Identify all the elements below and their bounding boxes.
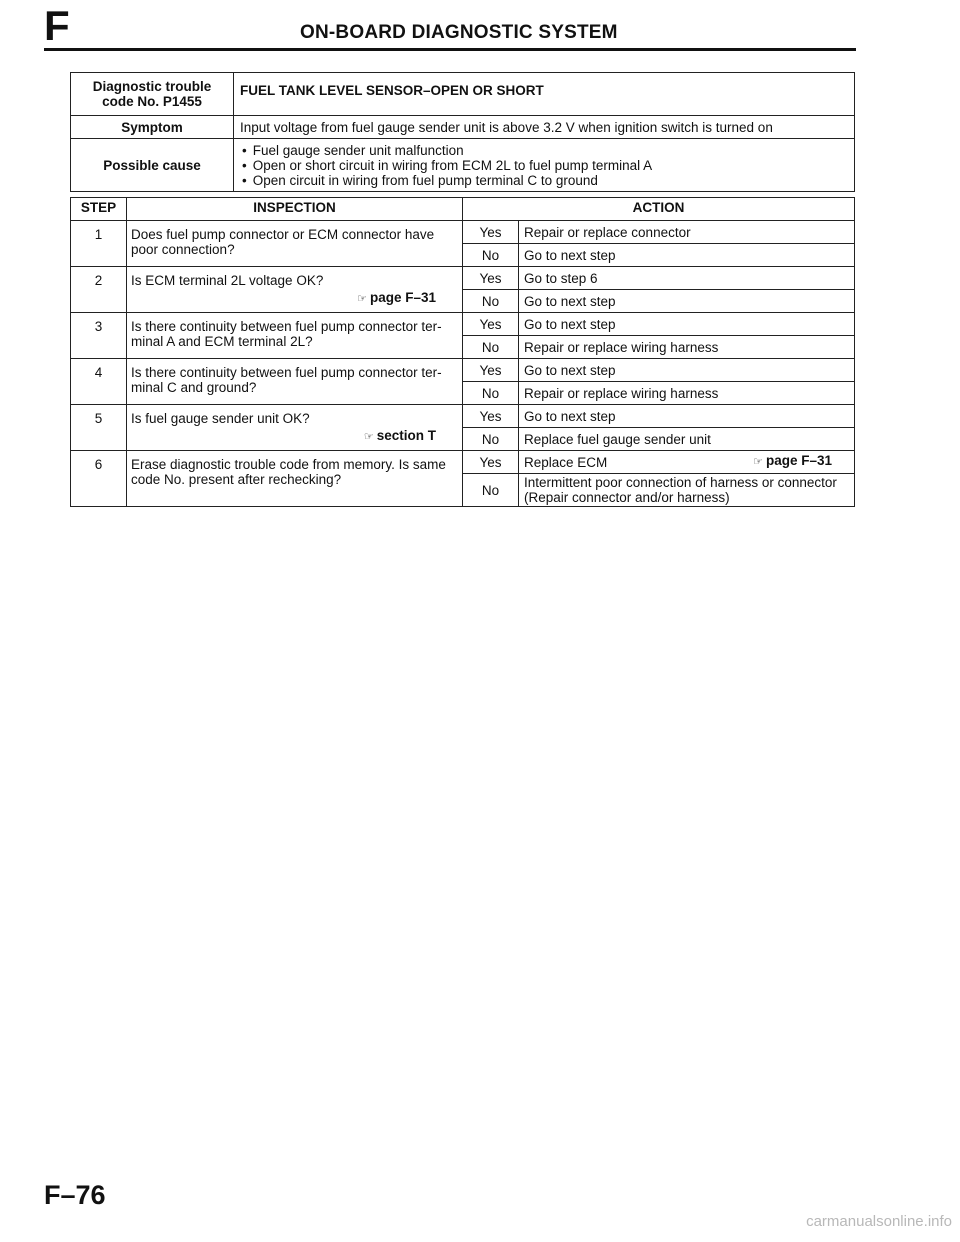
yes-label: Yes — [463, 267, 519, 290]
yes-label: Yes — [463, 359, 519, 382]
page-reference — [753, 453, 854, 470]
inspection-cell — [127, 359, 463, 405]
table-row — [71, 451, 855, 474]
inspection-text: Is there continuity between fuel pump connector ter-minal A and ECM terminal 2L? — [131, 319, 442, 349]
reference-text: page F–31 — [369, 290, 436, 305]
reference-text: section T — [376, 428, 436, 443]
no-label: No — [463, 382, 519, 405]
table-row — [71, 267, 855, 290]
action-header: ACTION — [463, 198, 855, 221]
no-action: Intermittent poor connection of harness or connector (Repair connector and/or harness) — [519, 474, 855, 507]
yes-action: Repair or replace connector — [519, 221, 855, 244]
no-label: No — [463, 474, 519, 507]
symptom-row — [71, 116, 855, 139]
yes-action: Go to next step — [519, 359, 855, 382]
inspection-text: Does fuel pump connector or ECM connector have poor connection? — [131, 227, 435, 257]
step-header: STEP — [71, 198, 127, 221]
symptom-label: Symptom — [71, 116, 234, 139]
table-row — [71, 405, 855, 428]
symptom-value: Input voltage from fuel gauge sender unit is above 3.2 V when ignition switch is turned on — [234, 116, 855, 139]
inspection-text: Is there continuity between fuel pump connector ter-minal C and ground? — [131, 365, 442, 395]
yes-action-text: Replace ECM — [524, 454, 608, 470]
no-action: Repair or replace wiring harness — [519, 382, 855, 405]
table-row — [71, 221, 855, 244]
inspection-text: Erase diagnostic trouble code from memory. Is same code No. present after rechecking? — [131, 457, 446, 487]
diagnostic-steps-table — [70, 197, 855, 507]
no-action: Replace fuel gauge sender unit — [519, 428, 855, 451]
cause-list — [234, 143, 854, 188]
yes-label: Yes — [463, 451, 519, 474]
page-reference — [131, 428, 458, 445]
step-number: 3 — [71, 313, 127, 359]
step-number: 1 — [71, 221, 127, 267]
reference-pointer-icon: ☞ — [363, 431, 374, 443]
page-header — [44, 2, 856, 51]
watermark: carmanualsonline.info — [806, 1213, 952, 1230]
cause-row — [71, 139, 855, 192]
inspection-text: Is ECM terminal 2L voltage OK? — [131, 273, 324, 288]
no-label: No — [463, 290, 519, 313]
step-number: 2 — [71, 267, 127, 313]
yes-action: Go to next step — [519, 313, 855, 336]
yes-action — [519, 451, 855, 474]
dtc-label-line2: code No. P1455 — [102, 94, 202, 109]
cause-item: • Open circuit in wiring from fuel pump terminal C to ground — [242, 173, 854, 188]
no-action: Go to next step — [519, 290, 855, 313]
yes-action: Go to next step — [519, 405, 855, 428]
reference-pointer-icon: ☞ — [753, 456, 763, 468]
no-action: Repair or replace wiring harness — [519, 336, 855, 359]
cause-list-cell — [234, 139, 855, 192]
inspection-cell — [127, 267, 463, 313]
section-letter: F — [44, 2, 70, 49]
no-action: Go to next step — [519, 244, 855, 267]
inspection-text: Is fuel gauge sender unit OK? — [131, 411, 310, 426]
inspection-cell — [127, 451, 463, 507]
inspection-cell — [127, 405, 463, 451]
reference-text: page F–31 — [765, 453, 832, 468]
dtc-label-line1: Diagnostic trouble — [92, 79, 212, 94]
no-label: No — [463, 244, 519, 267]
table-header-row — [71, 198, 855, 221]
dtc-row — [71, 73, 855, 116]
cause-item: • Fuel gauge sender unit malfunction — [242, 143, 854, 158]
dtc-info-table — [70, 72, 855, 192]
cause-label: Possible cause — [71, 139, 234, 192]
dtc-label — [71, 73, 234, 116]
step-number: 6 — [71, 451, 127, 507]
cause-item: • Open or short circuit in wiring from ECM 2L to fuel pump terminal A — [242, 158, 854, 173]
page-reference — [131, 290, 458, 307]
yes-action: Go to step 6 — [519, 267, 855, 290]
reference-pointer-icon: ☞ — [357, 293, 367, 305]
no-label: No — [463, 428, 519, 451]
page-title: ON-BOARD DIAGNOSTIC SYSTEM — [300, 22, 618, 43]
no-label: No — [463, 336, 519, 359]
step-number: 5 — [71, 405, 127, 451]
table-row — [71, 359, 855, 382]
step-number: 4 — [71, 359, 127, 405]
inspection-header: INSPECTION — [127, 198, 463, 221]
inspection-cell — [127, 313, 463, 359]
page-number: F–76 — [44, 1180, 106, 1210]
inspection-cell — [127, 221, 463, 267]
dtc-value: FUEL TANK LEVEL SENSOR–OPEN OR SHORT — [234, 73, 855, 116]
yes-label: Yes — [463, 405, 519, 428]
yes-label: Yes — [463, 221, 519, 244]
table-row — [71, 313, 855, 336]
yes-label: Yes — [463, 313, 519, 336]
